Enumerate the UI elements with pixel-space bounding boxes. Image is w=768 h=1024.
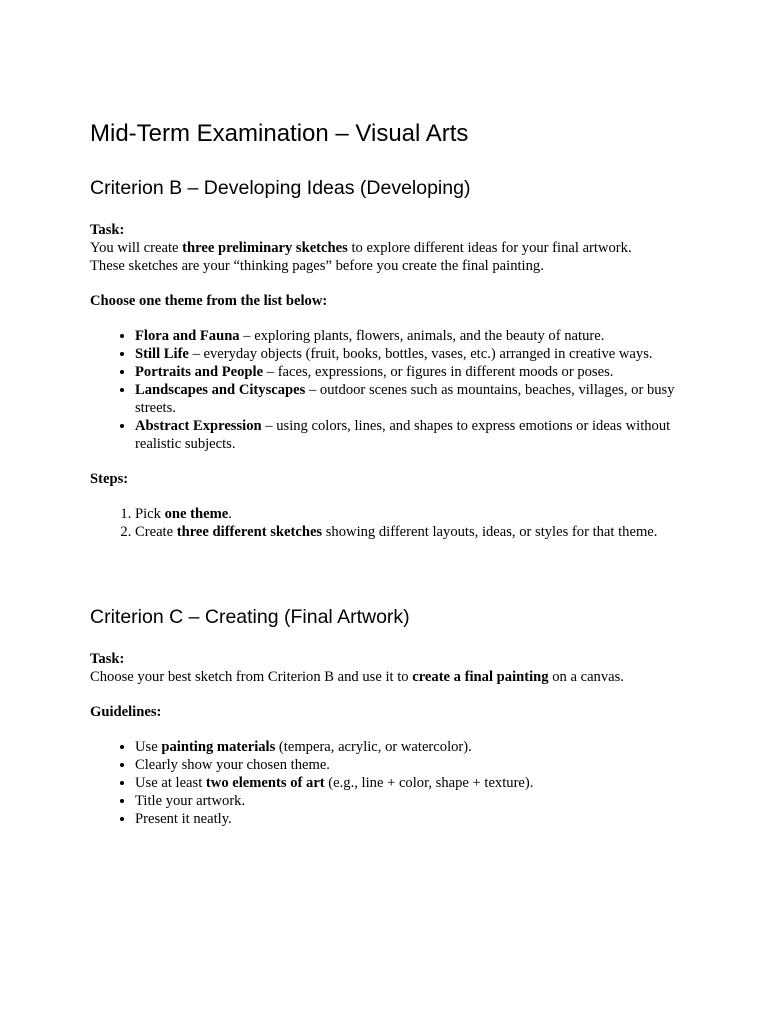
list-item: 1. Pick one theme. — [135, 505, 690, 523]
guidelines-list — [90, 738, 690, 828]
steps-list — [90, 505, 690, 541]
list-item: • Present it neatly. — [135, 810, 690, 828]
task-description-line1: You will create three preliminary sketches to explore different ideas for your final artwork. — [90, 240, 632, 256]
list-item: • Use at least two elements of art (e.g., line + color, shape + texture). — [135, 774, 690, 792]
task-description-line2: These sketches are your “thinking pages” before you create the final painting. — [90, 258, 544, 274]
list-item: • Flora and Fauna – exploring plants, flowers, animals, and the beauty of nature. — [135, 327, 690, 345]
list-item: • Still Life – everyday objects (fruit, books, bottles, vases, etc.) arranged in creative ways. — [135, 345, 690, 363]
list-item: 2. Create three different sketches showing different layouts, ideas, or styles for that theme. — [135, 523, 690, 541]
document-title: Mid-Term Examination – Visual Arts — [90, 120, 469, 147]
task-description: Choose your best sketch from Criterion B and use it to create a final painting on a canvas. — [90, 669, 624, 685]
guidelines-label: Guidelines: — [90, 704, 162, 720]
list-item: • Abstract Expression – using colors, lines, and shapes to express emotions or ideas without realistic subjects. — [135, 417, 690, 453]
list-item: • Title your artwork. — [135, 792, 690, 810]
list-item: • Use painting materials (tempera, acrylic, or watercolor). — [135, 738, 690, 756]
task-label: Task: — [90, 651, 125, 667]
criterion-c-section — [90, 650, 690, 828]
list-item: • Clearly show your chosen theme. — [135, 756, 690, 774]
theme-list — [90, 327, 690, 453]
task-label: Task: — [90, 222, 125, 238]
steps-label: Steps: — [90, 471, 129, 487]
theme-prompt: Choose one theme from the list below: — [90, 293, 328, 309]
criterion-c-heading: Criterion C – Creating (Final Artwork) — [90, 606, 410, 628]
criterion-b-section — [90, 221, 690, 541]
criterion-b-heading: Criterion B – Developing Ideas (Developing) — [90, 177, 471, 199]
list-item: • Landscapes and Cityscapes – outdoor scenes such as mountains, beaches, villages, or busy streets. — [135, 381, 690, 417]
list-item: • Portraits and People – faces, expressions, or figures in different moods or poses. — [135, 363, 690, 381]
